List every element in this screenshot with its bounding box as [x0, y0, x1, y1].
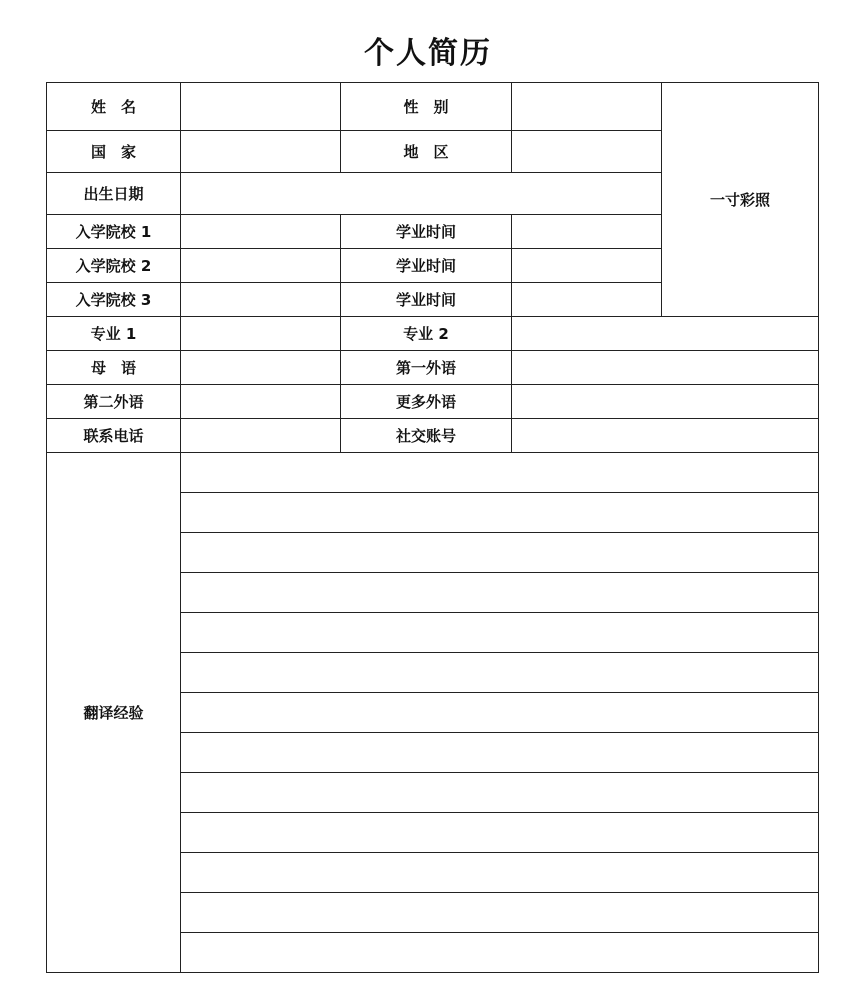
- row-language: [47, 351, 819, 385]
- name-field[interactable]: [181, 83, 341, 131]
- gender-field[interactable]: [512, 83, 662, 131]
- experience-line[interactable]: [181, 773, 819, 813]
- region-field[interactable]: [512, 131, 662, 173]
- experience-row: [47, 453, 819, 493]
- school-2-label: 入学院校 2: [47, 249, 181, 283]
- birthdate-field[interactable]: [181, 173, 662, 215]
- second-foreign-field[interactable]: [181, 385, 341, 419]
- social-account-field[interactable]: [512, 419, 819, 453]
- school-1-label: 入学院校 1: [47, 215, 181, 249]
- experience-line[interactable]: [181, 893, 819, 933]
- experience-line[interactable]: [181, 853, 819, 893]
- native-language-field[interactable]: [181, 351, 341, 385]
- row-contact: [47, 419, 819, 453]
- second-foreign-label: 第二外语: [47, 385, 181, 419]
- major-2-field[interactable]: [512, 317, 819, 351]
- study-time-2-field[interactable]: [512, 249, 662, 283]
- name-label: 姓 名: [47, 83, 181, 131]
- gender-label: 性 别: [341, 83, 512, 131]
- photo-box[interactable]: 一寸彩照: [662, 83, 819, 317]
- native-language-label: 母 语: [47, 351, 181, 385]
- birthdate-label: 出生日期: [47, 173, 181, 215]
- first-foreign-label: 第一外语: [341, 351, 512, 385]
- country-label: 国 家: [47, 131, 181, 173]
- country-field[interactable]: [181, 131, 341, 173]
- more-foreign-label: 更多外语: [341, 385, 512, 419]
- study-time-2-label: 学业时间: [341, 249, 512, 283]
- school-2-field[interactable]: [181, 249, 341, 283]
- region-label: 地 区: [341, 131, 512, 173]
- row-name: [47, 83, 819, 131]
- row-foreign: [47, 385, 819, 419]
- experience-line[interactable]: [181, 813, 819, 853]
- experience-line[interactable]: [181, 533, 819, 573]
- experience-line[interactable]: [181, 493, 819, 533]
- study-time-3-field[interactable]: [512, 283, 662, 317]
- major-1-label: 专业 1: [47, 317, 181, 351]
- experience-line[interactable]: [181, 453, 819, 493]
- phone-field[interactable]: [181, 419, 341, 453]
- experience-line[interactable]: [181, 693, 819, 733]
- major-1-field[interactable]: [181, 317, 341, 351]
- school-1-field[interactable]: [181, 215, 341, 249]
- first-foreign-field[interactable]: [512, 351, 819, 385]
- school-3-label: 入学院校 3: [47, 283, 181, 317]
- experience-line[interactable]: [181, 933, 819, 973]
- study-time-1-field[interactable]: [512, 215, 662, 249]
- row-major: [47, 317, 819, 351]
- translation-experience-label: 翻译经验: [47, 453, 181, 973]
- experience-line[interactable]: [181, 573, 819, 613]
- major-2-label: 专业 2: [341, 317, 512, 351]
- phone-label: 联系电话: [47, 419, 181, 453]
- more-foreign-field[interactable]: [512, 385, 819, 419]
- social-account-label: 社交账号: [341, 419, 512, 453]
- experience-line[interactable]: [181, 653, 819, 693]
- study-time-1-label: 学业时间: [341, 215, 512, 249]
- school-3-field[interactable]: [181, 283, 341, 317]
- study-time-3-label: 学业时间: [341, 283, 512, 317]
- page-title: 个人简历: [364, 36, 492, 71]
- resume-form-table: [46, 82, 819, 973]
- experience-line[interactable]: [181, 733, 819, 773]
- experience-line[interactable]: [181, 613, 819, 653]
